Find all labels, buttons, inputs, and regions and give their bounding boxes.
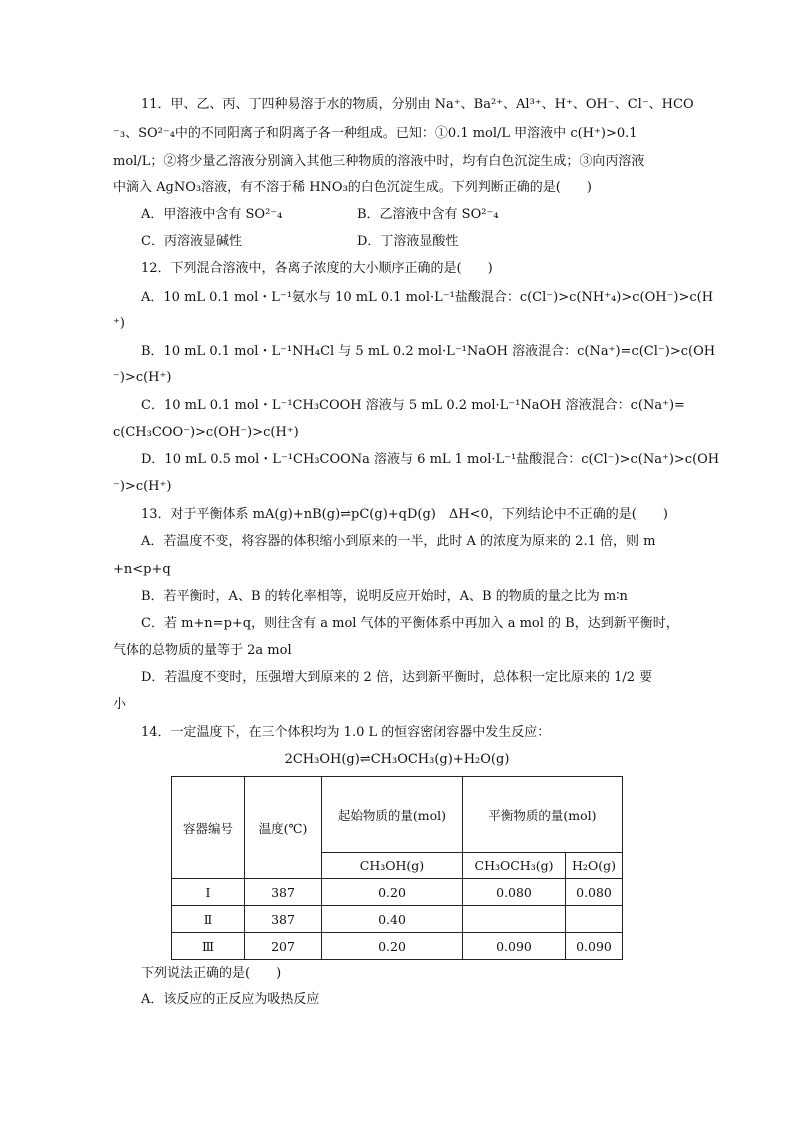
q11-option-d: D．丁溶液显酸性 bbox=[357, 234, 459, 249]
row-start-ch3oh: 0.20 bbox=[322, 933, 463, 960]
q13-stem: 13．对于平衡体系 mA(g)+nB(g)⇌pC(g)+qD(g) ΔH<0，下列结论中不正确的是( ) bbox=[141, 507, 668, 522]
subheader-h2o: H₂O(g) bbox=[566, 853, 623, 879]
q12-stem: 12．下列混合溶液中，各离子浓度的大小顺序正确的是( ) bbox=[141, 261, 493, 276]
q12-option-b-line-2: ⁻)>c(H⁺) bbox=[113, 370, 172, 385]
header-temperature: 温度(℃) bbox=[245, 777, 322, 879]
q14-prompt: 下列说法正确的是( ) bbox=[141, 966, 282, 981]
q12-option-d-line-2: ⁻)>c(H⁺) bbox=[113, 479, 172, 494]
q11-line-2: ⁻₃、SO²⁻₄中的不同阳离子和阴离子各一种组成。已知：①0.1 mol/L 甲溶液中 c(H⁺)>0.1 bbox=[113, 126, 638, 141]
row-eq-h2o: 0.080 bbox=[566, 879, 623, 906]
table-row bbox=[172, 906, 623, 933]
q14-equation: 2CH₃OH(g)⇌CH₃OCH₃(g)+H₂O(g) bbox=[284, 752, 510, 767]
table-row bbox=[172, 879, 623, 906]
header-start-amount: 起始物质的量(mol) bbox=[322, 777, 463, 853]
q12-option-c-line-1: C．10 mL 0.1 mol・L⁻¹CH₃COOH 溶液与 5 mL 0.2 mol·L⁻¹NaOH 溶液混合：c(Na⁺)= bbox=[141, 398, 685, 413]
q13-option-a-line-1: A．若温度不变，将容器的体积缩小到原来的一半，此时 A 的浓度为原来的 2.1 倍，则 m bbox=[141, 534, 656, 549]
q12-option-d-line-1: D．10 mL 0.5 mol・L⁻¹CH₃COONa 溶液与 6 mL 1 mol·L⁻¹盐酸混合：c(Cl⁻)>c(Na⁺)>c(OH bbox=[141, 452, 720, 467]
q11-option-b: B．乙溶液中含有 SO²⁻₄ bbox=[357, 207, 499, 222]
subheader-ch3oh: CH₃OH(g) bbox=[322, 853, 463, 879]
row-eq-ch3och3: 0.090 bbox=[463, 933, 566, 960]
row-start-ch3oh: 0.20 bbox=[322, 879, 463, 906]
row-temperature: 207 bbox=[245, 933, 322, 960]
q11-option-a: A．甲溶液中含有 SO²⁻₄ bbox=[141, 207, 283, 222]
subheader-ch3och3: CH₃OCH₃(g) bbox=[463, 853, 566, 879]
q13-option-c-line-1: C．若 m+n=p+q，则往含有 a mol 气体的平衡体系中再加入 a mol 的 B，达到新平衡时， bbox=[141, 616, 679, 631]
q12-option-c-line-2: c(CH₃COO⁻)>c(OH⁻)>c(H⁺) bbox=[113, 425, 299, 440]
row-temperature: 387 bbox=[245, 879, 322, 906]
header-container-id: 容器编号 bbox=[172, 777, 245, 879]
q11-line-4: 中滴入 AgNO₃溶液，有不溶于稀 HNO₃的白色沉淀生成。下列判断正确的是( ) bbox=[113, 180, 592, 195]
row-eq-h2o bbox=[566, 906, 623, 933]
q13-option-b: B．若平衡时，A、B 的转化率相等，说明反应开始时，A、B 的物质的量之比为 m∶n bbox=[141, 589, 628, 604]
row-container-id: Ⅲ bbox=[172, 933, 245, 960]
header-equilibrium-amount: 平衡物质的量(mol) bbox=[463, 777, 623, 853]
row-eq-ch3och3 bbox=[463, 906, 566, 933]
q13-option-a-line-2: +n<p+q bbox=[113, 562, 171, 577]
row-eq-h2o: 0.090 bbox=[566, 933, 623, 960]
row-container-id: Ⅰ bbox=[172, 879, 245, 906]
q13-option-c-line-2: 气体的总物质的量等于 2a mol bbox=[113, 643, 292, 658]
q13-option-d-line-2: 小 bbox=[113, 697, 127, 712]
q14-stem: 14．一定温度下，在三个体积均为 1.0 L 的恒容密闭容器中发生反应： bbox=[141, 725, 551, 740]
q12-option-a-line-1: A．10 mL 0.1 mol・L⁻¹氨水与 10 mL 0.1 mol·L⁻¹盐酸混合：c(Cl⁻)>c(NH⁺₄)>c(OH⁻)>c(H bbox=[141, 290, 714, 305]
q11-option-c: C．丙溶液显碱性 bbox=[141, 234, 242, 249]
row-eq-ch3och3: 0.080 bbox=[463, 879, 566, 906]
q13-option-d-line-1: D．若温度不变时，压强增大到原来的 2 倍，达到新平衡时，总体积一定比原来的 1/2 要 bbox=[141, 670, 653, 685]
q14-data-table bbox=[171, 776, 623, 960]
row-start-ch3oh: 0.40 bbox=[322, 906, 463, 933]
row-container-id: Ⅱ bbox=[172, 906, 245, 933]
q14-option-a: A．该反应的正反应为吸热反应 bbox=[141, 992, 320, 1007]
q11-line-3: mol/L；②将少量乙溶液分别滴入其他三种物质的溶液中时，均有白色沉淀生成；③向丙溶液 bbox=[113, 154, 645, 169]
row-temperature: 387 bbox=[245, 906, 322, 933]
q12-option-b-line-1: B．10 mL 0.1 mol・L⁻¹NH₄Cl 与 5 mL 0.2 mol·L⁻¹NaOH 溶液混合：c(Na⁺)=c(Cl⁻)>c(OH bbox=[141, 344, 716, 359]
q12-option-a-line-2: ⁺) bbox=[113, 316, 125, 331]
q11-line-1: 11．甲、乙、丙、丁四种易溶于水的物质，分别由 Na⁺、Ba²⁺、Al³⁺、H⁺、OH⁻、Cl⁻、HCO bbox=[141, 97, 694, 112]
table-row bbox=[172, 933, 623, 960]
